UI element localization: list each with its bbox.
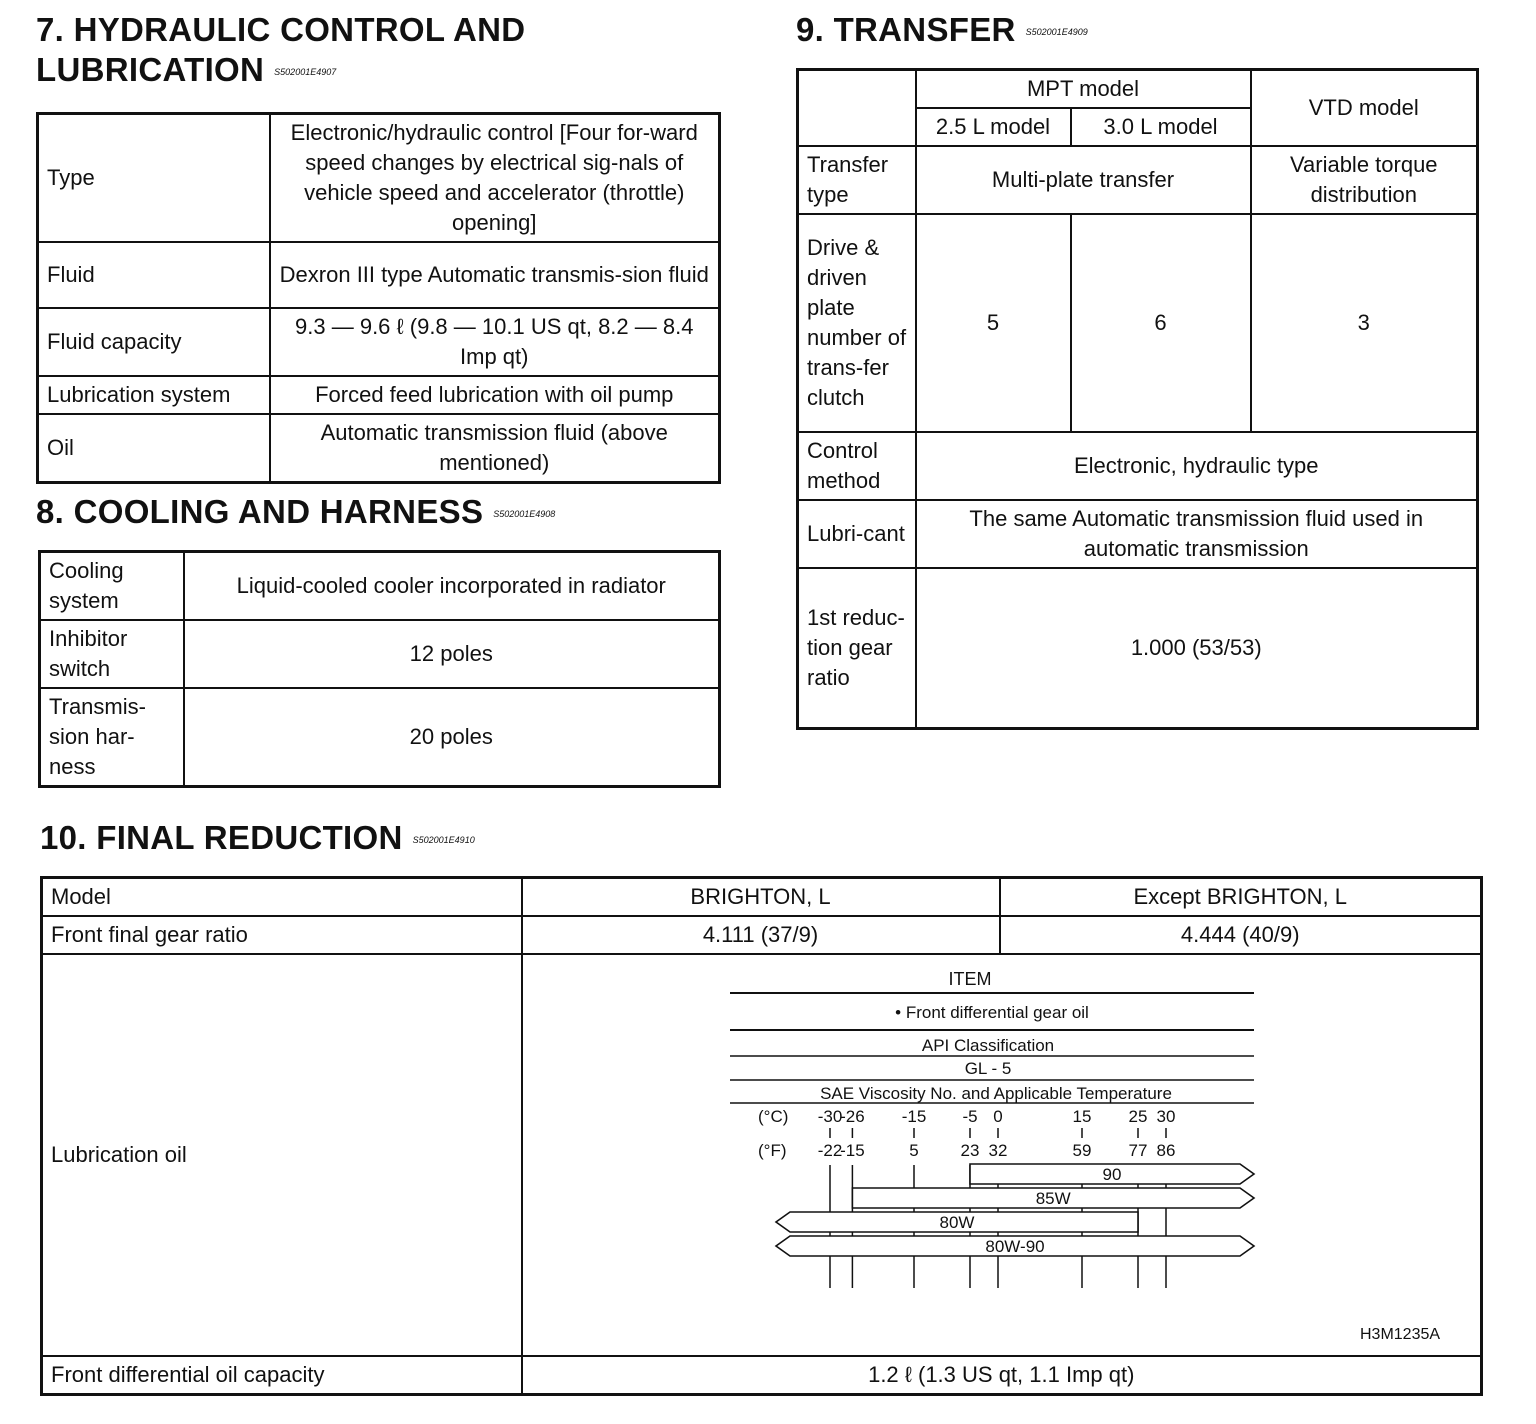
sec9-value: 3 [1251,214,1478,432]
sec7-table [36,112,721,484]
sec7-title-line2: LUBRICATION [36,51,265,88]
viscosity-grade-label: 85W [1035,1189,1071,1208]
sec10-value: 4.444 (40/9) [1000,916,1482,954]
sec9-mpt30-header: 3.0 L model [1071,108,1251,146]
celsius-tick-label: -26 [840,1107,865,1126]
celsius-tick-label: 0 [993,1107,1003,1126]
sec10-value: 1.2 ℓ (1.3 US qt, 1.1 Imp qt) [522,1356,1482,1395]
celsius-tick-label: -15 [901,1107,927,1126]
sec10-title [40,818,475,860]
sec9-label: Control method [798,432,916,500]
celsius-tick-label: 25 [1128,1107,1148,1126]
sec7-value: Forced feed lubrication with oil pump [270,376,720,414]
sec8-value: 12 poles [184,620,720,688]
sec9-value: Multi-plate transfer [916,146,1251,214]
sec10-label: Model [42,878,522,917]
celsius-tick-label: -5 [962,1107,978,1126]
sec9-vtd-header: VTD model [1251,70,1478,147]
sec10-value: BRIGHTON, L [522,878,1000,917]
sec9-label: Lubri-cant [798,500,916,568]
celsius-tick-label: 15 [1072,1107,1092,1126]
sec7-code: S502001E4907 [274,67,337,78]
sec9-corner [798,70,916,147]
sec7-value: Electronic/hydraulic control [Four for-ward speed changes by electrical sig-nals of vehicle speed and accelerator (throttle) opening] [270,114,720,243]
sec7-value: Dexron III type Automatic transmis-sion fluid [270,242,720,308]
sec9-label: Transfer type [798,146,916,214]
chart-c-unit: (°C) [758,1107,789,1126]
sec10-value: Except BRIGHTON, L [1000,878,1482,917]
fahrenheit-tick-label: 59 [1072,1141,1092,1160]
chart-item-label: ITEM [948,969,992,989]
sec9-mpt25-header: 2.5 L model [916,108,1071,146]
sec7-value: 9.3 — 9.6 ℓ (9.8 — 10.1 US qt, 8.2 — 8.4 Imp qt) [270,308,720,376]
lube-viscosity-chart [724,960,1284,1290]
sec9-label: Drive & driven plate number of trans-fer clutch [798,214,916,432]
chart-gl-label: GL - 5 [964,1059,1012,1078]
sec10-label: Front final gear ratio [42,916,522,954]
fahrenheit-tick-label: 77 [1128,1141,1148,1160]
sec9-value: Electronic, hydraulic type [916,432,1478,500]
sec9-value: 1.000 (53/53) [916,568,1478,728]
figure-code: H3M1235A [1360,1326,1441,1343]
fahrenheit-tick-label: 23 [960,1141,980,1160]
fahrenheit-tick-label: 86 [1156,1141,1176,1160]
sec7-value: Automatic transmission fluid (above mentioned) [270,414,720,483]
sec9-title-text: 9. TRANSFER [796,11,1016,48]
chart-api-label: API Classification [921,1036,1055,1055]
sec10-value: 4.111 (37/9) [522,916,1000,954]
celsius-tick-label: 30 [1156,1107,1176,1126]
sec8-label: Transmis-sion har-ness [40,688,184,787]
viscosity-grade-label: 90 [1102,1165,1122,1184]
sec9-value: The same Automatic transmission fluid used in automatic transmission [916,500,1478,568]
sec10-code: S502001E4910 [412,835,475,846]
sec10-label: Lubrication oil [42,954,522,1356]
sec10-title-text: 10. FINAL REDUCTION [40,819,403,856]
fahrenheit-tick-label: -22 [817,1141,843,1160]
sec8-code: S502001E4908 [493,509,556,520]
fahrenheit-tick-label: 32 [988,1141,1008,1160]
sec9-label: 1st reduc-tion gear ratio [798,568,916,728]
sec9-value: 6 [1071,214,1251,432]
viscosity-grade-label: 80W [939,1213,975,1232]
viscosity-grade-label: 80W-90 [985,1237,1045,1256]
sec9-value: Variable torque distribution [1251,146,1478,214]
sec8-label: Cooling system [40,552,184,621]
fahrenheit-tick-label: -15 [840,1141,865,1160]
sec8-title [36,492,555,534]
sec7-title [36,10,525,92]
chart-oil-label: • Front differential gear oil [895,1003,1089,1022]
sec9-mpt-header: MPT model [916,70,1251,109]
sec7-label: Oil [38,414,270,483]
fahrenheit-tick-label: 5 [909,1141,919,1160]
sec7-label: Lubrication system [38,376,270,414]
sec8-value: Liquid-cooled cooler incorporated in radiator [184,552,720,621]
celsius-tick-label: -30 [817,1107,843,1126]
sec9-value: 5 [916,214,1071,432]
chart-f-unit: (°F) [758,1141,787,1160]
chart-sae-label: SAE Viscosity No. and Applicable Temperature [820,1084,1172,1103]
sec7-label: Fluid capacity [38,308,270,376]
sec7-label: Type [38,114,270,243]
sec9-table [796,68,1479,730]
sec7-label: Fluid [38,242,270,308]
chart-scale-and-bars [776,1107,1254,1288]
sec9-code: S502001E4909 [1025,27,1088,38]
sec8-title-text: 8. COOLING AND HARNESS [36,493,484,530]
sec10-label: Front differential oil capacity [42,1356,522,1395]
sec8-value: 20 poles [184,688,720,787]
sec9-title [796,10,1088,52]
sec8-label: Inhibitor switch [40,620,184,688]
sec8-table [38,550,721,788]
sec7-title-line1: 7. HYDRAULIC CONTROL AND [36,11,526,48]
